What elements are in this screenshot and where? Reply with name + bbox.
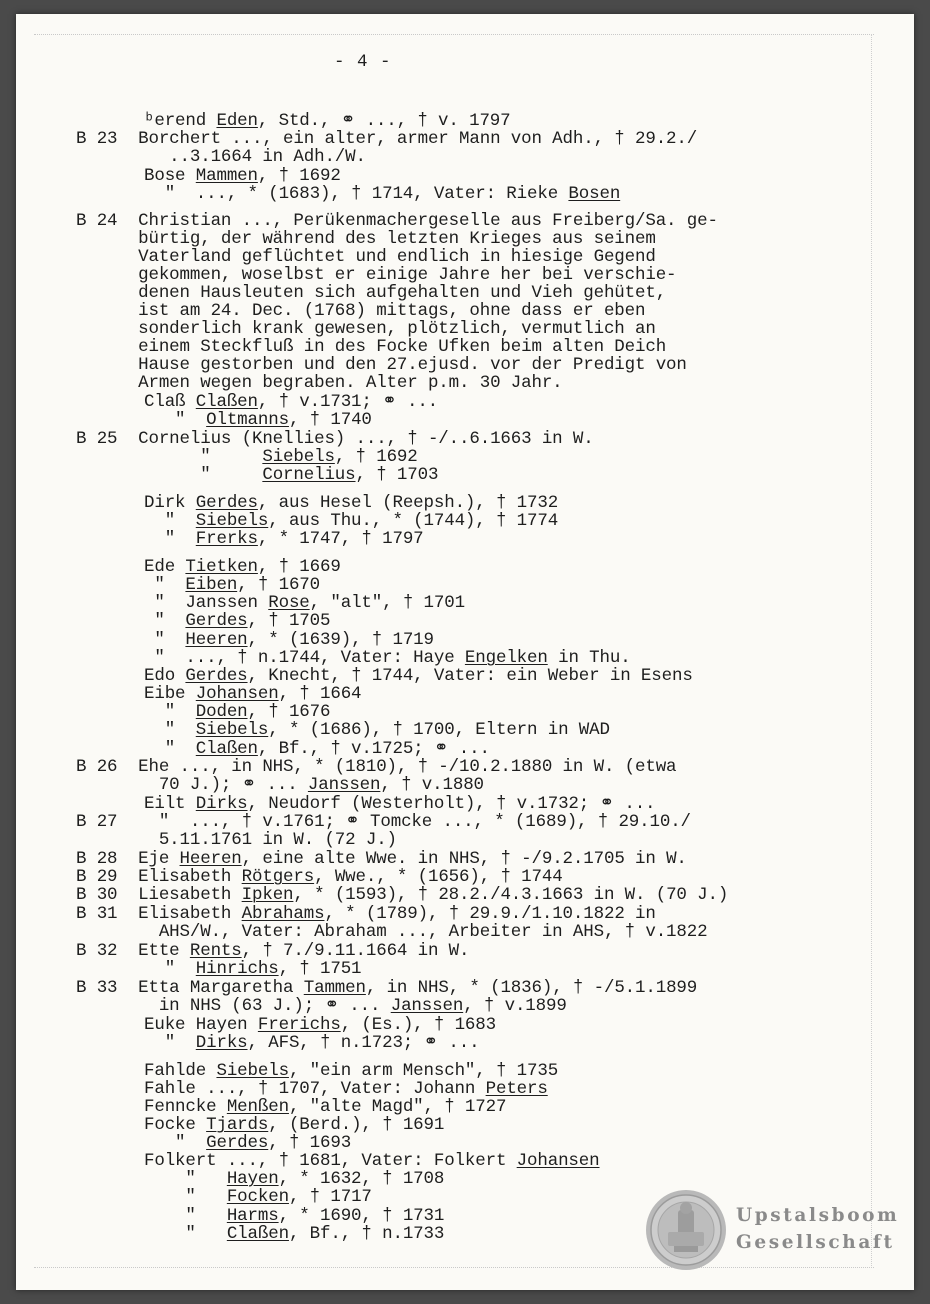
entry-text: " — [144, 1133, 207, 1153]
register-line — [144, 1098, 506, 1116]
surname: Tammen — [303, 978, 366, 998]
entry-text: , * 1690, † 1731 — [278, 1206, 445, 1226]
surname: Mammen — [195, 166, 258, 186]
surname: Bosen — [568, 184, 621, 204]
surname: Cornelius — [262, 465, 356, 485]
entry-text: Bose — [144, 166, 196, 186]
register-line — [144, 1062, 558, 1080]
entry-text: , AFS, † n.1723; ⚭ ... — [247, 1033, 480, 1053]
entry-text: Fahle ..., † 1707, Vater: Johann — [144, 1079, 486, 1099]
entry-text: in NHS (63 J.); ⚭ ... — [76, 996, 391, 1016]
surname: Claßen — [195, 392, 258, 412]
entry-text: " ..., * (1683), † 1714, Vater: Rieke — [144, 184, 569, 204]
entry-text: gekommen, woselbst er einige Jahre her bei verschie- — [76, 265, 677, 285]
register-line — [144, 649, 631, 667]
register-line — [144, 167, 341, 185]
entry-text: , * 1632, † 1708 — [278, 1169, 445, 1189]
entry-text: , † 1664 — [278, 684, 362, 704]
entry-text: Eilt — [144, 794, 196, 814]
register-line — [76, 338, 666, 356]
entry-text: Fenncke — [144, 1097, 227, 1117]
surname: Claßen — [195, 739, 258, 759]
surname: Frerks — [195, 529, 258, 549]
entry-text: B 32 Ette — [76, 941, 190, 961]
surname: Gerdes — [185, 666, 248, 686]
entry-text: " — [144, 1206, 227, 1226]
entry-text: , in NHS, * (1836), † -/5.1.1899 — [365, 978, 698, 998]
entry-text: Hause gestorben und den 27.ejusd. vor der Predigt von — [76, 355, 687, 375]
surname: Claßen — [226, 1224, 289, 1244]
surname: Janssen — [390, 996, 464, 1016]
surname: Dirks — [195, 1033, 248, 1053]
surname: Tjards — [206, 1115, 269, 1135]
entry-text: , Neudorf (Westerholt), † v.1732; ⚭ ... — [247, 794, 656, 814]
entry-text: " — [144, 739, 196, 759]
entry-text: " — [144, 720, 196, 740]
register-line — [144, 1152, 600, 1170]
surname: Heeren — [179, 849, 242, 869]
entry-text: " — [144, 1224, 227, 1244]
surname: Siebels — [195, 511, 269, 531]
entry-text: " — [144, 959, 196, 979]
entry-text: , * (1593), † 28.2./4.3.1663 in W. (70 J.) — [293, 885, 729, 905]
entry-text: Edo — [144, 666, 186, 686]
register-line — [144, 1170, 444, 1188]
register-line — [144, 494, 558, 512]
entry-text: , eine alte Wwe. in NHS, † -/9.2.1705 in W. — [241, 849, 687, 869]
watermark-line-1: Upstalsboom — [736, 1205, 900, 1226]
entry-text: ist am 24. Dec. (1768) mittags, ohne dass er eben — [76, 301, 646, 321]
entry-text: " — [144, 529, 196, 549]
entry-text: , † 1693 — [268, 1133, 352, 1153]
entry-text: " — [144, 1169, 227, 1189]
register-line — [76, 997, 567, 1015]
surname: Rötgers — [241, 867, 315, 887]
entry-text: , † 7./9.11.1664 in W. — [241, 941, 470, 961]
surname: Doden — [195, 702, 248, 722]
register-line — [76, 758, 676, 776]
entry-text: , † 1670 — [237, 575, 321, 595]
register-line — [144, 1225, 444, 1243]
entry-text: B 33 Etta Margaretha — [76, 978, 304, 998]
entry-text: , Knecht, † 1744, Vater: ein Weber in Esens — [247, 666, 693, 686]
entry-text: , † 1676 — [247, 702, 331, 722]
entry-text: , aus Thu., * (1744), † 1774 — [268, 511, 559, 531]
register-line — [76, 466, 438, 484]
register-line — [144, 1080, 548, 1098]
register-line — [144, 1034, 479, 1052]
surname: Siebels — [195, 720, 269, 740]
entry-text: Euke Hayen — [144, 1015, 258, 1035]
entry-text: " ..., † n.1744, Vater: Haye — [144, 648, 465, 668]
register-line — [76, 905, 656, 923]
surname: Siebels — [216, 1061, 289, 1081]
surname: Engelken — [464, 648, 548, 668]
entry-text: B 23 Borchert ..., ein alter, armer Mann von Adh., † 29.2./ — [76, 129, 698, 149]
entry-text: , † 1751 — [278, 959, 362, 979]
surname: Harms — [226, 1206, 279, 1226]
surname: Gerdes — [206, 1133, 269, 1153]
entry-text: " — [144, 1187, 227, 1207]
entry-text: , † v.1899 — [463, 996, 567, 1016]
register-line — [76, 320, 656, 338]
entry-text: , † 1669 — [257, 557, 341, 577]
register-line — [144, 1134, 351, 1152]
surname: Johansen — [516, 1151, 600, 1171]
surname: Siebels — [262, 447, 335, 467]
entry-text: , Bf., † n.1733 — [288, 1224, 445, 1244]
entry-text: B 24 Christian ..., Perükenmachergeselle aus Freiberg/Sa. ge- — [76, 211, 718, 231]
entry-text: ..3.1664 in Adh./W. — [76, 147, 366, 167]
entry-text: B 31 Elisabeth — [76, 904, 242, 924]
register-line — [144, 703, 330, 721]
register-line — [76, 130, 697, 148]
entry-text: " — [144, 575, 186, 595]
entry-text: , Wwe., * (1656), † 1744 — [314, 867, 563, 887]
page-border-bottom — [34, 1267, 874, 1268]
register-line — [76, 813, 691, 831]
entry-text: Focke — [144, 1115, 207, 1135]
entry-text: , † 1705 — [247, 611, 331, 631]
register-line — [144, 667, 693, 685]
entry-text: 70 J.); ⚭ ... — [76, 775, 308, 795]
page-border-right — [871, 34, 872, 1266]
surname: Tietken — [185, 557, 258, 577]
entry-text: B 28 Eje — [76, 849, 180, 869]
entry-text: , aus Hesel (Reepsh.), † 1732 — [257, 493, 559, 513]
register-line — [144, 1116, 444, 1134]
register-line — [76, 868, 563, 886]
register-line — [144, 530, 424, 548]
register-line — [76, 284, 666, 302]
entry-text: Fahlde — [144, 1061, 217, 1081]
register-line — [144, 612, 330, 630]
page-border-top — [34, 34, 874, 35]
register-line — [76, 831, 397, 849]
surname: Peters — [485, 1079, 548, 1099]
entry-text: , * (1789), † 29.9./1.10.1822 in — [324, 904, 656, 924]
entry-text: , † 1717 — [288, 1187, 372, 1207]
register-line — [76, 148, 366, 166]
register-line — [76, 448, 418, 466]
entry-text: AHS/W., Vater: Abraham ..., Arbeiter in AHS, † v.1822 — [76, 922, 708, 942]
register-line — [76, 230, 656, 248]
register-line — [144, 795, 655, 813]
page-number: - 4 - — [334, 52, 392, 72]
entry-text: " — [76, 465, 263, 485]
register-line — [144, 1016, 496, 1034]
register-line — [76, 266, 676, 284]
register-line — [144, 1207, 444, 1225]
entry-text: Claß — [144, 392, 196, 412]
entry-text: " Janssen — [144, 593, 269, 613]
surname: Frerichs — [257, 1015, 341, 1035]
register-line — [144, 558, 341, 576]
entry-text: , † v.1731; ⚭ ... — [257, 392, 439, 412]
register-line — [144, 594, 465, 612]
register-line — [144, 740, 490, 758]
entry-text: , † 1692 — [334, 447, 418, 467]
entry-text: " — [144, 511, 196, 531]
entry-text: , Bf., † v.1725; ⚭ ... — [257, 739, 490, 759]
entry-text: Ede — [144, 557, 186, 577]
register-line — [76, 979, 697, 997]
entry-text: , (Berd.), † 1691 — [268, 1115, 445, 1135]
entry-text: denen Hausleuten sich aufgehalten und Vieh gehütet, — [76, 283, 667, 303]
seal-icon — [644, 1188, 728, 1272]
entry-text: Dirk — [144, 493, 196, 513]
register-line — [76, 886, 728, 904]
entry-text: Eibe — [144, 684, 196, 704]
surname: Hayen — [226, 1169, 279, 1189]
surname: Oltmanns — [206, 410, 289, 430]
register-line — [76, 923, 707, 941]
entry-text: 5.11.1761 in W. (72 J.) — [76, 830, 397, 850]
entry-text: , "alt", † 1701 — [309, 593, 465, 613]
entry-text: B 30 Liesabeth — [76, 885, 242, 905]
register-line — [144, 185, 620, 203]
entry-text: " — [144, 611, 186, 631]
surname: Hinrichs — [195, 959, 279, 979]
register-line — [144, 631, 434, 649]
surname: Dirks — [195, 794, 248, 814]
entry-text: , "alte Magd", † 1727 — [288, 1097, 507, 1117]
entry-text: , * 1747, † 1797 — [257, 529, 424, 549]
entry-text: , † 1740 — [288, 410, 372, 430]
entry-text: , † v.1880 — [380, 775, 484, 795]
entry-text: sonderlich krank gewesen, plötzlich, vermutlich an — [76, 319, 656, 339]
register-line — [76, 430, 594, 448]
register-line — [144, 411, 372, 429]
entry-text: , (Es.), † 1683 — [340, 1015, 496, 1035]
entry-text: in Thu. — [547, 648, 631, 668]
entry-text: bürtig, der während des letzten Krieges aus seinem — [76, 229, 656, 249]
register-line — [76, 356, 687, 374]
register-line — [144, 1188, 372, 1206]
entry-text: , † 1703 — [355, 465, 439, 485]
surname: Janssen — [307, 775, 381, 795]
entry-text: B 25 Cornelius (Knellies) ..., † -/..6.1663 in W. — [76, 429, 594, 449]
entry-text: , Std., ⚭ ..., † v. 1797 — [257, 111, 511, 131]
entry-text: Folkert ..., † 1681, Vater: Folkert — [144, 1151, 517, 1171]
surname: Eden — [216, 111, 258, 131]
register-line — [76, 302, 645, 320]
surname: Abrahams — [241, 904, 325, 924]
surname: Heeren — [185, 630, 248, 650]
register-line — [144, 576, 320, 594]
surname: Gerdes — [185, 611, 248, 631]
entry-text: Vaterland geflüchtet und endlich in hiesige Gegend — [76, 247, 656, 267]
register-line — [144, 112, 511, 130]
surname: Johansen — [195, 684, 279, 704]
register-line — [76, 850, 687, 868]
entry-text: " — [144, 630, 186, 650]
surname: Menßen — [226, 1097, 289, 1117]
entry-text: , "ein arm Mensch", † 1735 — [288, 1061, 559, 1081]
surname: Focken — [226, 1187, 289, 1207]
register-line — [76, 212, 718, 230]
register-line — [144, 721, 610, 739]
entry-text: B 27 " ..., † v.1761; ⚭ Tomcke ..., * (1689), † 29.10./ — [76, 812, 691, 832]
register-line — [144, 512, 558, 530]
entry-text: , * (1686), † 1700, Eltern in WAD — [268, 720, 610, 740]
register-line — [76, 776, 484, 794]
register-line — [76, 374, 563, 392]
register-line — [144, 960, 361, 978]
entry-text: , * (1639), † 1719 — [247, 630, 434, 650]
entry-text: " — [144, 410, 207, 430]
register-line — [76, 942, 469, 960]
surname: Rose — [268, 593, 310, 613]
surname: Gerdes — [195, 493, 258, 513]
watermark-line-2: Gesellschaft — [736, 1232, 895, 1253]
surname: Rents — [189, 941, 242, 961]
entry-text: " — [144, 1033, 196, 1053]
register-line — [144, 685, 361, 703]
surname: Eiben — [185, 575, 238, 595]
entry-text: B 29 Elisabeth — [76, 867, 242, 887]
entry-text: einem Steckfluß in des Focke Ufken beim alten Deich — [76, 337, 667, 357]
entry-text: " — [144, 702, 196, 722]
entry-text: Armen wegen begraben. Alter p.m. 30 Jahr. — [76, 373, 563, 393]
entry-text: B 26 Ehe ..., in NHS, * (1810), † -/10.2.1880 in W. (etwa — [76, 757, 677, 777]
register-line — [76, 248, 656, 266]
entry-text: ᵇerend — [144, 111, 217, 131]
entry-text: , † 1692 — [257, 166, 341, 186]
surname: Ipken — [241, 885, 294, 905]
register-line — [144, 393, 438, 411]
entry-text: " — [76, 447, 263, 467]
